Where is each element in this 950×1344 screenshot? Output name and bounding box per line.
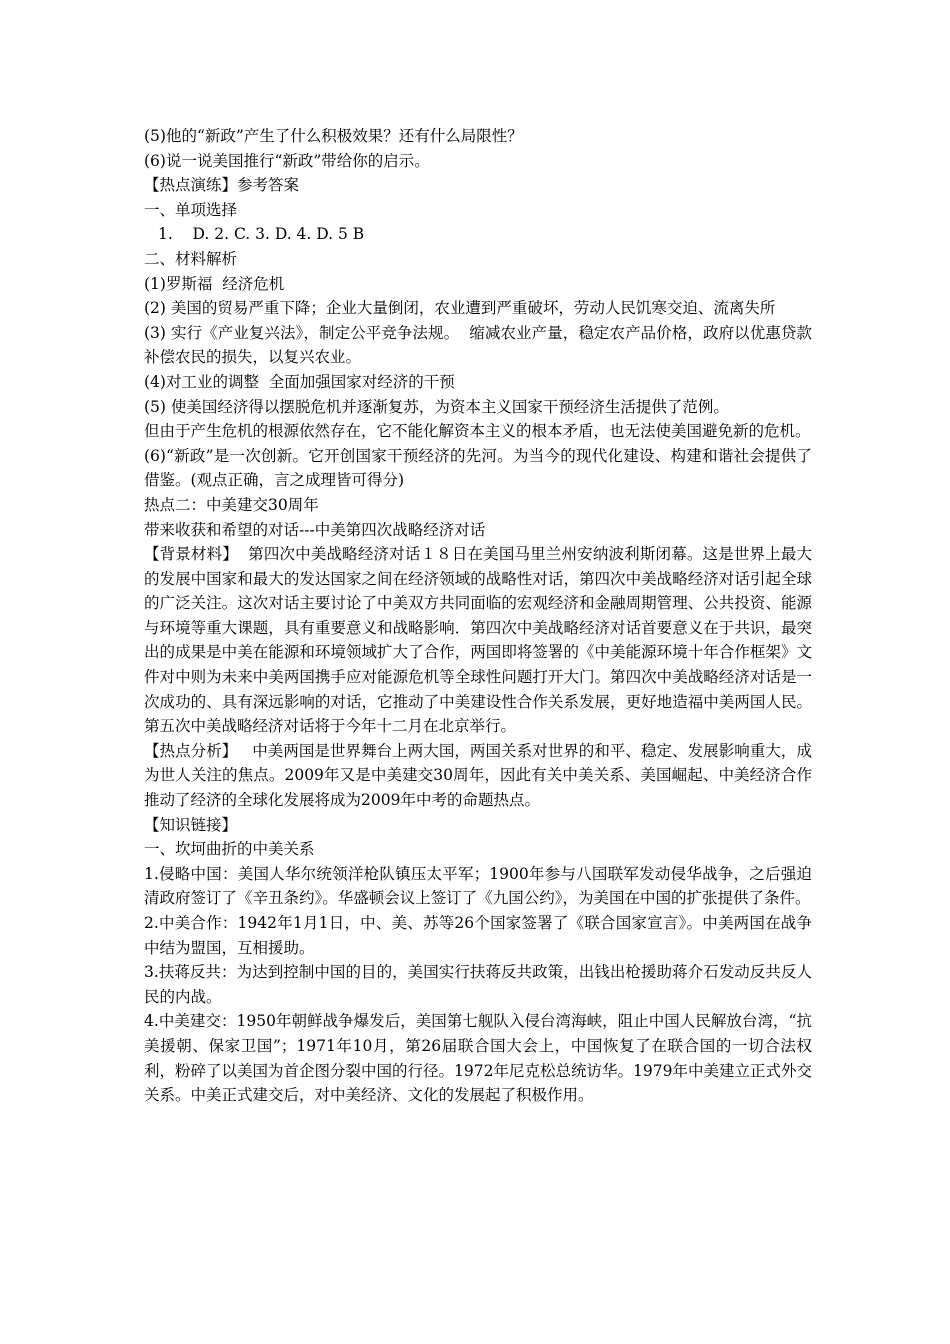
knowledge-item-3: 3.扶蒋反共：为达到控制中国的目的，美国实行扶蒋反共政策，出钱出枪援助蒋介石发动反共反人民的内战。 — [144, 963, 812, 1006]
hotspot-2-subtitle: 带来收获和希望的对话---中美第四次战略经济对话 — [144, 520, 486, 539]
question-6: (6)说一说美国推行“新政”带给你的启示。 — [144, 151, 430, 170]
single-choice-answers: 1. D. 2. C. 3. D. 4. D. 5 B — [158, 225, 365, 244]
answer-5: (5) 使美国经济得以摆脱危机并逐渐复苏，为资本主义国家干预经济生活提供了范例。 — [144, 397, 729, 416]
answer-2: (2) 美国的贸易严重下降；企业大量倒闭，农业遭到严重破坏，劳动人民饥寒交迫、流离失所 — [144, 299, 776, 318]
hotspot-2-heading: 热点二：中美建交30周年 — [144, 495, 319, 514]
answer-5-continued: 但由于产生危机的根源依然存在，它不能化解资本主义的根本矛盾，也无法使美国避免新的危机。 — [144, 422, 811, 441]
answer-key-heading: 【热点演练】参考答案 — [144, 176, 300, 195]
document-body — [144, 124, 812, 1108]
knowledge-item-4: 4.中美建交：1950年朝鲜战争爆发后，美国第七舰队入侵台湾海峡，阻止中国人民解放台湾，“抗美援朝、保家卫国”；1971年10月，第26届联合国大会上，中国恢复了在联合国的一切合法权利，粉碎了以美国为首企图分裂中国的行径。1972年尼克松总统访华。1979年中美建立正式外交关系。中美正式建交后，对中美经济、文化的发展起了积极作用。 — [144, 1012, 812, 1105]
answer-1: (1)罗斯福 经济危机 — [144, 274, 285, 293]
answer-4: (4)对工业的调整 全面加强国家对经济的干预 — [144, 372, 455, 391]
knowledge-item-1: 1.侵略中国：美国人华尔统领洋枪队镇压太平军；1900年参与八国联军发动侵华战争，之后强迫清政府签订了《辛丑条约》。华盛顿会议上签订了《九国公约》，为美国在中国的扩张提供了条件。 — [144, 864, 812, 908]
sino-us-relations-heading: 一、坎坷曲折的中美关系 — [144, 840, 315, 859]
background-material: 【背景材料】 第四次中美战略经济对话１８日在美国马里兰州安纳波利斯闭幕。这是世界上最大的发展中国家和最大的发达国家之间在经济领域的战略性对话，第四次中美战略经济对话引起全球的广泛关注。这次对话主要讨论了中美双方共同面临的宏观经济和金融周期管理、公共投资、能源与环境等重大课题，具有重要意义和战略影响．第四次中美战略经济对话首要意义在于共识，最突出的成果是中美在能源和环境领域扩大了合作，两国即将签署的《中美能源环境十年合作框架》文件对中则为未来中美两国携手应对能源危机等全球性问题打开大门。第四次中美战略经济对话是一次成功的、具有深远影响的对话，它推动了中美建设性合作关系发展，更好地造福中美两国人民。第五次中美战略经济对话将于今年十二月在北京举行。 — [144, 545, 812, 736]
knowledge-item-2: 2.中美合作：1942年1月1日，中、美、苏等26个国家签署了《联合国家宣言》。中美两国在战争中结为盟国，互相援助。 — [144, 914, 812, 957]
answer-3: (3) 实行《产业复兴法》，制定公平竞争法规。 缩减农业产量，稳定农产品价格，政府以优惠贷款补偿农民的损失，以复兴农业。 — [144, 323, 812, 367]
answer-6: (6)“新政”是一次创新。它开创国家干预经济的先河。为当今的现代化建设、构建和谐社会提供了借鉴。(观点正确，言之成理皆可得分) — [144, 446, 812, 490]
section-material-analysis-heading: 二、材料解析 — [144, 249, 238, 268]
section-single-choice-heading: 一、单项选择 — [144, 200, 238, 219]
question-5: (5)他的“新政”产生了什么积极效果？还有什么局限性？ — [144, 127, 523, 145]
hotspot-analysis: 【热点分析】 中美两国是世界舞台上两大国，两国关系对世界的和平、稳定、发展影响重大，成为世人关注的焦点。2009年又是中美建交30周年，因此有关中美关系、美国崛起、中美经济合作推动了经济的全球化发展将成为2009年中考的命题热点。 — [144, 741, 812, 810]
knowledge-link-heading: 【知识链接】 — [144, 815, 238, 834]
